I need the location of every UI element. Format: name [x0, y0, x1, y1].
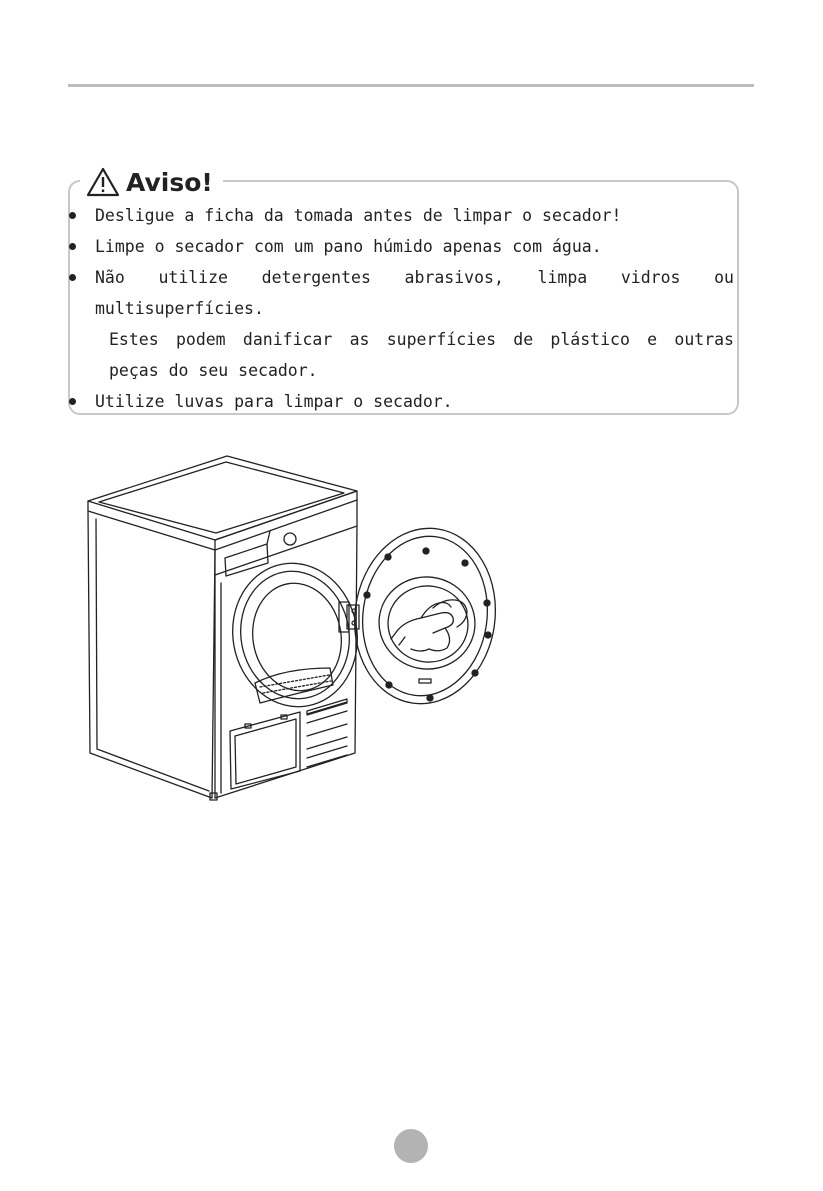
bullet-icon	[69, 274, 76, 281]
warning-item: Não utilize detergentes abrasivos, limpa vidros ou multisuperfícies. Estes podem danificar as superfícies de plástico e outras peças do seu secador.	[68, 262, 734, 386]
warning-title: Aviso!	[126, 167, 213, 197]
dryer-door-open-cleaning-illustration	[85, 453, 515, 808]
warning-item: Desligue a ficha da tomada antes de limpar o secador!	[68, 200, 734, 231]
warning-list	[68, 200, 734, 417]
warning-item: Utilize luvas para limpar o secador.	[68, 386, 734, 417]
bullet-icon	[69, 243, 76, 250]
warning-triangle-icon	[86, 167, 120, 197]
warning-item: Limpe o secador com um pano húmido apenas com água.	[68, 231, 734, 262]
bullet-icon	[69, 398, 76, 405]
page-number-dot	[394, 1129, 428, 1163]
warning-heading	[80, 165, 223, 199]
header-rule	[68, 84, 754, 87]
bullet-icon	[69, 212, 76, 219]
